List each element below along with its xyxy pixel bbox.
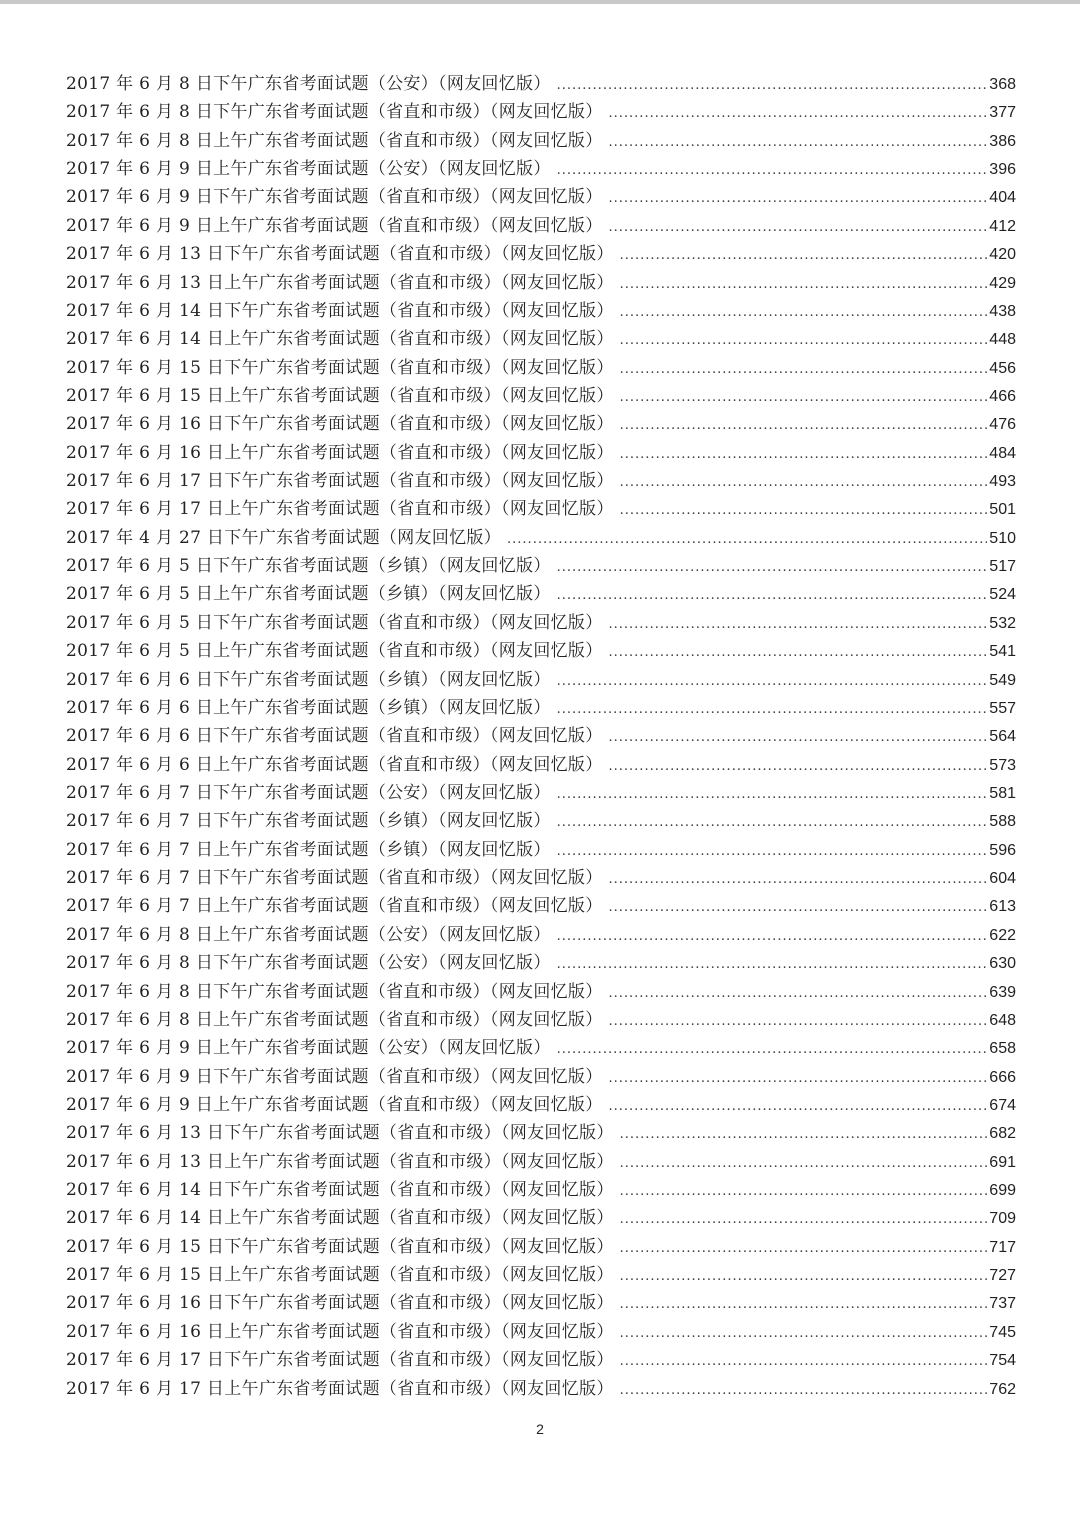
toc-entry[interactable]: [66, 949, 1016, 977]
toc-entry-title: 2017 年 6 月 7 日上午广东省考面试题（省直和市级）（网友回忆版）: [66, 896, 603, 917]
toc-entry-page: 429: [989, 274, 1016, 292]
toc-dot-leader: [609, 100, 988, 128]
toc-entry-title: 2017 年 6 月 8 日下午广东省考面试题（省直和市级）（网友回忆版）: [66, 102, 603, 123]
toc-entry[interactable]: [66, 892, 1016, 920]
toc-dot-leader: [507, 526, 987, 554]
toc-entry[interactable]: [66, 921, 1016, 949]
toc-entry[interactable]: [66, 1233, 1016, 1261]
toc-entry[interactable]: [66, 552, 1016, 580]
toc-dot-leader: [620, 327, 988, 355]
toc-entry-page: 639: [989, 983, 1016, 1001]
toc-dot-leader: [557, 668, 988, 696]
toc-entry-title: 2017 年 6 月 9 日上午广东省考面试题（公安）（网友回忆版）: [66, 159, 551, 180]
toc-dot-leader: [620, 1235, 988, 1263]
toc-entry-title: 2017 年 6 月 9 日下午广东省考面试题（省直和市级）（网友回忆版）: [66, 187, 603, 208]
toc-entry[interactable]: [66, 1318, 1016, 1346]
toc-entry-page: 613: [989, 898, 1016, 916]
toc-entry[interactable]: [66, 1148, 1016, 1176]
toc-dot-leader: [609, 1093, 988, 1121]
toc-entry-page: 510: [989, 529, 1016, 547]
toc-entry-page: 524: [989, 586, 1016, 604]
toc-entry-page: 699: [989, 1182, 1016, 1200]
toc-dot-leader: [620, 1121, 988, 1149]
toc-entry-title: 2017 年 6 月 15 日上午广东省考面试题（省直和市级）（网友回忆版）: [66, 385, 614, 406]
toc-dot-leader: [620, 469, 988, 497]
toc-dot-leader: [609, 639, 988, 667]
toc-entry-title: 2017 年 6 月 8 日下午广东省考面试题（公安）（网友回忆版）: [66, 74, 551, 94]
toc-entry[interactable]: [66, 1176, 1016, 1204]
toc-entry[interactable]: [66, 1375, 1016, 1403]
toc-entry-page: 412: [989, 217, 1016, 235]
toc-entry-page: 709: [989, 1210, 1016, 1228]
toc-entry[interactable]: [66, 325, 1016, 353]
toc-entry-title: 2017 年 6 月 13 日上午广东省考面试题（省直和市级）（网友回忆版）: [66, 272, 614, 293]
toc-dot-leader: [620, 1320, 988, 1348]
toc-dot-leader: [620, 441, 988, 469]
toc-dot-leader: [620, 384, 988, 412]
toc-entry-page: 476: [989, 416, 1016, 434]
toc-entry-page: 762: [989, 1380, 1016, 1398]
toc-entry[interactable]: [66, 1034, 1016, 1062]
toc-entry[interactable]: [66, 495, 1016, 523]
toc-entry-page: 517: [989, 558, 1016, 576]
toc-entry[interactable]: [66, 1204, 1016, 1232]
scrollbar[interactable]: [1060, 0, 1080, 60]
toc-entry-page: 596: [989, 841, 1016, 859]
toc-entry[interactable]: [66, 127, 1016, 155]
toc-entry-page: 466: [989, 387, 1016, 405]
toc-entry-page: 396: [989, 161, 1016, 179]
toc-entry[interactable]: [66, 637, 1016, 665]
toc-entry[interactable]: [66, 1006, 1016, 1034]
toc-dot-leader: [609, 894, 988, 922]
toc-entry-page: 541: [989, 643, 1016, 661]
toc-entry-page: 745: [989, 1323, 1016, 1341]
table-of-contents: [66, 70, 1016, 1403]
toc-dot-leader: [557, 923, 988, 951]
toc-entry-title: 2017 年 4 月 27 日下午广东省考面试题（网友回忆版）: [66, 527, 502, 548]
toc-dot-leader: [620, 1263, 988, 1291]
toc-dot-leader: [557, 696, 988, 724]
toc-entry[interactable]: [66, 836, 1016, 864]
toc-entry-title: 2017 年 6 月 5 日下午广东省考面试题（省直和市级）（网友回忆版）: [66, 612, 603, 633]
toc-entry[interactable]: [66, 354, 1016, 382]
toc-dot-leader: [557, 582, 988, 610]
toc-entry-title: 2017 年 6 月 6 日下午广东省考面试题（乡镇）（网友回忆版）: [66, 669, 551, 690]
page-number: 2: [536, 1421, 544, 1437]
toc-entry-title: 2017 年 6 月 9 日上午广东省考面试题（公安）（网友回忆版）: [66, 1038, 551, 1059]
toc-entry-page: 438: [989, 302, 1016, 320]
toc-dot-leader: [609, 753, 988, 781]
toc-entry[interactable]: [66, 609, 1016, 637]
toc-entry-title: 2017 年 6 月 7 日下午广东省考面试题（省直和市级）（网友回忆版）: [66, 868, 603, 889]
toc-dot-leader: [557, 554, 988, 582]
toc-entry-page: 674: [989, 1096, 1016, 1114]
toc-entry-title: 2017 年 6 月 8 日上午广东省考面试题（公安）（网友回忆版）: [66, 924, 551, 945]
toc-entry-title: 2017 年 6 月 16 日下午广东省考面试题（省直和市级）（网友回忆版）: [66, 1293, 614, 1314]
toc-entry-title: 2017 年 6 月 15 日下午广东省考面试题（省直和市级）（网友回忆版）: [66, 357, 614, 378]
toc-dot-leader: [609, 185, 988, 213]
toc-entry[interactable]: [66, 269, 1016, 297]
toc-dot-leader: [609, 866, 988, 894]
toc-entry[interactable]: [66, 1346, 1016, 1374]
toc-entry-page: 588: [989, 813, 1016, 831]
toc-entry[interactable]: [66, 864, 1016, 892]
toc-entry[interactable]: [66, 70, 1016, 98]
toc-entry-page: 727: [989, 1267, 1016, 1285]
toc-dot-leader: [609, 611, 988, 639]
toc-entry[interactable]: [66, 779, 1016, 807]
toc-entry[interactable]: [66, 524, 1016, 552]
toc-entry-page: 622: [989, 926, 1016, 944]
toc-entry-page: 754: [989, 1352, 1016, 1370]
toc-dot-leader: [557, 157, 988, 185]
toc-entry-title: 2017 年 6 月 8 日上午广东省考面试题（省直和市级）（网友回忆版）: [66, 130, 603, 151]
toc-dot-leader: [620, 1377, 988, 1405]
toc-dot-leader: [620, 412, 988, 440]
toc-entry-title: 2017 年 6 月 14 日上午广东省考面试题（省直和市级）（网友回忆版）: [66, 329, 614, 350]
toc-entry[interactable]: [66, 297, 1016, 325]
toc-entry[interactable]: [66, 807, 1016, 835]
toc-entry-page: 404: [989, 189, 1016, 207]
toc-dot-leader: [609, 980, 988, 1008]
toc-entry-title: 2017 年 6 月 14 日下午广东省考面试题（省直和市级）（网友回忆版）: [66, 1180, 614, 1201]
toc-entry[interactable]: [66, 467, 1016, 495]
toc-entry[interactable]: [66, 1091, 1016, 1119]
toc-entry-title: 2017 年 6 月 6 日上午广东省考面试题（乡镇）（网友回忆版）: [66, 697, 551, 718]
toc-entry-page: 666: [989, 1068, 1016, 1086]
toc-dot-leader: [609, 724, 988, 752]
toc-entry-title: 2017 年 6 月 16 日上午广东省考面试题（省直和市级）（网友回忆版）: [66, 442, 614, 463]
toc-entry-title: 2017 年 6 月 17 日上午广东省考面试题（省直和市级）（网友回忆版）: [66, 1378, 614, 1399]
toc-entry-title: 2017 年 6 月 13 日下午广东省考面试题（省直和市级）（网友回忆版）: [66, 1123, 614, 1144]
toc-entry-title: 2017 年 6 月 8 日下午广东省考面试题（省直和市级）（网友回忆版）: [66, 981, 603, 1002]
toc-entry[interactable]: [66, 1119, 1016, 1147]
toc-entry-title: 2017 年 6 月 5 日下午广东省考面试题（乡镇）（网友回忆版）: [66, 556, 551, 577]
toc-entry[interactable]: [66, 1289, 1016, 1317]
toc-entry[interactable]: [66, 580, 1016, 608]
toc-entry-page: 456: [989, 359, 1016, 377]
toc-entry[interactable]: [66, 666, 1016, 694]
toc-entry-page: 386: [989, 132, 1016, 150]
toc-entry-page: 604: [989, 870, 1016, 888]
toc-entry[interactable]: [66, 439, 1016, 467]
toc-entry-title: 2017 年 6 月 15 日上午广东省考面试题（省直和市级）（网友回忆版）: [66, 1265, 614, 1286]
toc-entry-title: 2017 年 6 月 6 日下午广东省考面试题（省直和市级）（网友回忆版）: [66, 726, 603, 747]
toc-dot-leader: [620, 1348, 988, 1376]
toc-entry[interactable]: [66, 98, 1016, 126]
toc-entry-title: 2017 年 6 月 9 日上午广东省考面试题（省直和市级）（网友回忆版）: [66, 1094, 603, 1115]
toc-dot-leader: [620, 242, 988, 270]
toc-entry[interactable]: [66, 751, 1016, 779]
toc-entry-title: 2017 年 6 月 7 日下午广东省考面试题（乡镇）（网友回忆版）: [66, 811, 551, 832]
toc-entry-title: 2017 年 6 月 13 日下午广东省考面试题（省直和市级）（网友回忆版）: [66, 244, 614, 265]
toc-entry-page: 484: [989, 444, 1016, 462]
toc-entry[interactable]: [66, 212, 1016, 240]
toc-dot-leader: [620, 299, 988, 327]
viewer-top-edge: [0, 0, 1080, 4]
toc-entry-page: 682: [989, 1125, 1016, 1143]
toc-entry-title: 2017 年 6 月 6 日上午广东省考面试题（省直和市级）（网友回忆版）: [66, 754, 603, 775]
toc-entry-title: 2017 年 6 月 14 日下午广东省考面试题（省直和市级）（网友回忆版）: [66, 300, 614, 321]
toc-entry-page: 549: [989, 671, 1016, 689]
toc-entry-title: 2017 年 6 月 16 日上午广东省考面试题（省直和市级）（网友回忆版）: [66, 1321, 614, 1342]
toc-entry-title: 2017 年 6 月 5 日上午广东省考面试题（乡镇）（网友回忆版）: [66, 584, 551, 605]
toc-dot-leader: [620, 271, 988, 299]
toc-entry[interactable]: [66, 183, 1016, 211]
toc-entry-page: 691: [989, 1153, 1016, 1171]
toc-entry-page: 557: [989, 699, 1016, 717]
toc-dot-leader: [620, 1178, 988, 1206]
toc-dot-leader: [609, 1065, 988, 1093]
toc-dot-leader: [557, 1036, 988, 1064]
toc-entry-page: 368: [989, 76, 1016, 93]
toc-entry-page: 737: [989, 1295, 1016, 1313]
toc-entry-page: 532: [989, 614, 1016, 632]
toc-dot-leader: [620, 497, 988, 525]
toc-entry-title: 2017 年 6 月 15 日下午广东省考面试题（省直和市级）（网友回忆版）: [66, 1236, 614, 1257]
toc-dot-leader: [557, 781, 988, 809]
toc-entry[interactable]: [66, 978, 1016, 1006]
toc-entry-title: 2017 年 6 月 9 日上午广东省考面试题（省直和市级）（网友回忆版）: [66, 215, 603, 236]
toc-entry-title: 2017 年 6 月 7 日下午广东省考面试题（公安）（网友回忆版）: [66, 782, 551, 803]
toc-entry-page: 564: [989, 728, 1016, 746]
toc-entry-title: 2017 年 6 月 14 日上午广东省考面试题（省直和市级）（网友回忆版）: [66, 1208, 614, 1229]
toc-entry-page: 420: [989, 246, 1016, 264]
toc-dot-leader: [609, 214, 988, 242]
toc-entry[interactable]: [66, 694, 1016, 722]
toc-entry-page: 501: [989, 501, 1016, 519]
toc-dot-leader: [620, 1206, 988, 1234]
toc-entry-title: 2017 年 6 月 17 日下午广东省考面试题（省直和市级）（网友回忆版）: [66, 471, 614, 492]
toc-entry-title: 2017 年 6 月 17 日下午广东省考面试题（省直和市级）（网友回忆版）: [66, 1350, 614, 1371]
toc-entry-title: 2017 年 6 月 16 日下午广东省考面试题（省直和市级）（网友回忆版）: [66, 414, 614, 435]
toc-dot-leader: [557, 809, 988, 837]
toc-entry-page: 573: [989, 756, 1016, 774]
toc-dot-leader: [557, 951, 988, 979]
toc-entry-title: 2017 年 6 月 17 日上午广东省考面试题（省直和市级）（网友回忆版）: [66, 499, 614, 520]
toc-dot-leader: [557, 72, 988, 100]
toc-dot-leader: [557, 838, 988, 866]
toc-entry-title: 2017 年 6 月 7 日上午广东省考面试题（乡镇）（网友回忆版）: [66, 839, 551, 860]
toc-entry[interactable]: [66, 382, 1016, 410]
toc-dot-leader: [609, 1008, 988, 1036]
toc-entry-title: 2017 年 6 月 8 日上午广东省考面试题（省直和市级）（网友回忆版）: [66, 1009, 603, 1030]
toc-entry-title: 2017 年 6 月 9 日下午广东省考面试题（省直和市级）（网友回忆版）: [66, 1066, 603, 1087]
toc-entry-page: 658: [989, 1040, 1016, 1058]
toc-entry[interactable]: [66, 1261, 1016, 1289]
toc-entry[interactable]: [66, 240, 1016, 268]
toc-entry-page: 717: [989, 1238, 1016, 1256]
toc-entry-page: 448: [989, 331, 1016, 349]
toc-entry[interactable]: [66, 722, 1016, 750]
toc-entry-page: 630: [989, 955, 1016, 973]
toc-entry-title: 2017 年 6 月 5 日上午广东省考面试题（省直和市级）（网友回忆版）: [66, 641, 603, 662]
toc-entry-page: 581: [989, 784, 1016, 802]
toc-dot-leader: [620, 356, 988, 384]
toc-dot-leader: [620, 1291, 988, 1319]
toc-entry-page: 377: [989, 104, 1016, 122]
toc-entry[interactable]: [66, 410, 1016, 438]
toc-entry-title: 2017 年 6 月 8 日下午广东省考面试题（公安）（网友回忆版）: [66, 953, 551, 974]
toc-entry-page: 648: [989, 1011, 1016, 1029]
toc-entry[interactable]: [66, 155, 1016, 183]
toc-entry[interactable]: [66, 1063, 1016, 1091]
toc-dot-leader: [620, 1150, 988, 1178]
toc-dot-leader: [609, 129, 988, 157]
toc-entry-page: 493: [989, 473, 1016, 491]
toc-entry-title: 2017 年 6 月 13 日上午广东省考面试题（省直和市级）（网友回忆版）: [66, 1151, 614, 1172]
